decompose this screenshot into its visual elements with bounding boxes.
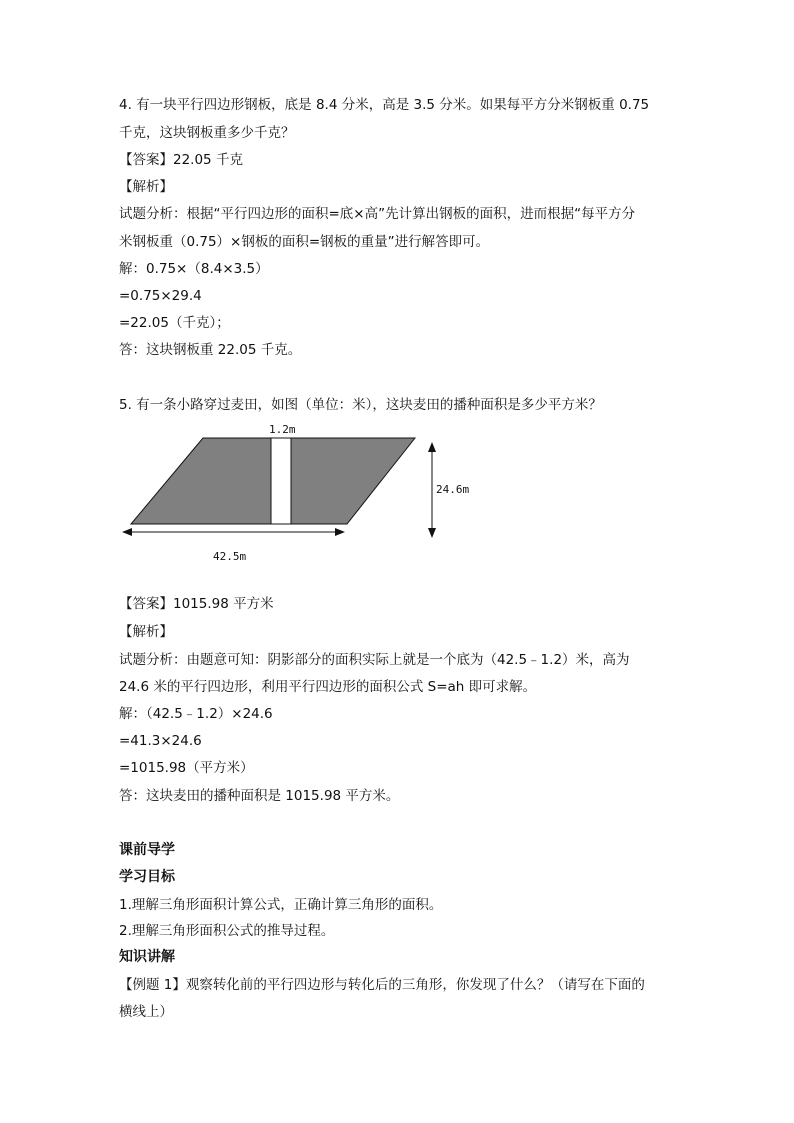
height-label: 24.6m bbox=[436, 483, 470, 496]
goal-2: 2.理解三角形面积公式的推导过程。 bbox=[119, 923, 335, 939]
height-arrow-head-top bbox=[428, 442, 436, 452]
q5-answer: 【答案】1015.98 平方米 bbox=[119, 596, 274, 612]
goals-title: 学习目标 bbox=[119, 869, 175, 885]
road-strip bbox=[271, 438, 291, 524]
height-arrow-head-bottom bbox=[428, 528, 436, 538]
q5-analysis-line2: 24.6 米的平行四边形，利用平行四边形的面积公式 S=ah 即可求解。 bbox=[119, 679, 537, 695]
q4-question-line2: 千克，这块钢板重多少千克？ bbox=[119, 125, 295, 141]
q4-solution-line4: 答：这块钢板重 22.05 千克。 bbox=[119, 342, 302, 358]
q5-analysis-label: 【解析】 bbox=[119, 624, 173, 640]
goal-1: 1.理解三角形面积计算公式，正确计算三角形的面积。 bbox=[119, 897, 443, 913]
base-label: 42.5m bbox=[213, 550, 247, 563]
road-width-label: 1.2m bbox=[269, 423, 296, 436]
preview-section-title: 课前导学 bbox=[119, 842, 175, 858]
q4-solution-line3: =22.05（千克）； bbox=[119, 315, 230, 331]
base-arrow-head-left bbox=[122, 528, 132, 536]
q4-solution-line1: 解：0.75×（8.4×3.5） bbox=[119, 261, 269, 277]
q4-analysis-line1: 试题分析：根据“平行四边形的面积=底×高”先计算出钢板的面积，进而根据“每平方分 bbox=[119, 206, 636, 222]
example-1-line1: 【例题 1】观察转化前的平行四边形与转化后的三角形，你发现了什么？（请写在下面的 bbox=[119, 977, 645, 993]
q4-question-line1: 4. 有一块平行四边形钢板，底是 8.4 分米，高是 3.5 分米。如果每平方分米钢板重 0.75 bbox=[119, 97, 650, 113]
example-1-line2: 横线上） bbox=[119, 1004, 173, 1020]
q5-question: 5. 有一条小路穿过麦田，如图（单位：米），这块麦田的播种面积是多少平方米？ bbox=[119, 397, 602, 413]
q5-solution-line2: =41.3×24.6 bbox=[119, 733, 202, 749]
knowledge-title: 知识讲解 bbox=[119, 949, 175, 965]
q5-analysis-line1: 试题分析：由题意可知：阴影部分的面积实际上就是一个底为（42.5﹣1.2）米，高为 bbox=[119, 652, 630, 668]
q5-solution-line3: =1015.98（平方米） bbox=[119, 760, 254, 776]
q5-solution-line1: 解：（42.5﹣1.2）×24.6 bbox=[119, 706, 273, 722]
base-arrow-head-right bbox=[335, 528, 345, 536]
q4-analysis-line2: 米钢板重（0.75）×钢板的面积=钢板的重量”进行解答即可。 bbox=[119, 234, 490, 250]
q5-solution-line4: 答：这块麦田的播种面积是 1015.98 平方米。 bbox=[119, 788, 400, 804]
q4-analysis-label: 【解析】 bbox=[119, 179, 173, 195]
q4-answer: 【答案】22.05 千克 bbox=[119, 152, 243, 168]
wheat-field-figure bbox=[118, 418, 470, 568]
q4-solution-line2: =0.75×29.4 bbox=[119, 288, 202, 304]
